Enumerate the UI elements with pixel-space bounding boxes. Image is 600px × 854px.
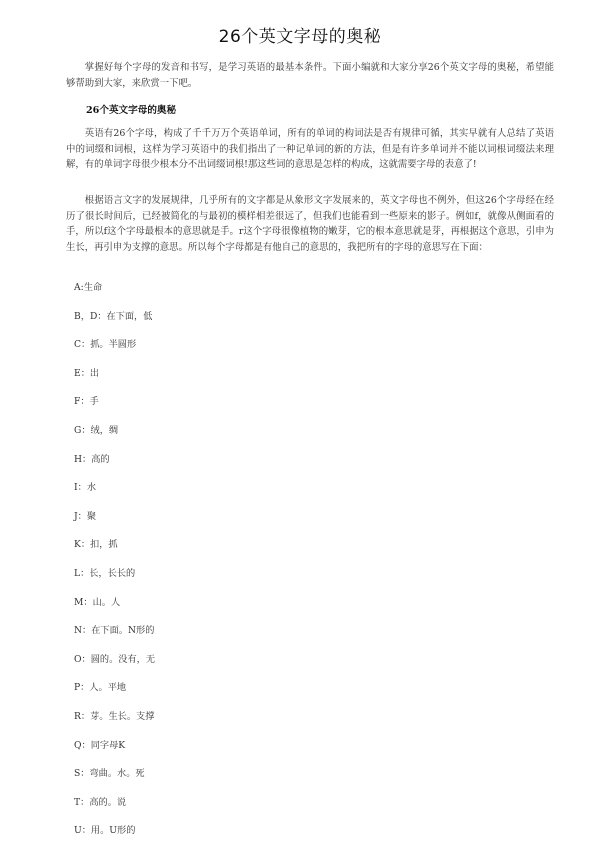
list-item: M：山。人 [74,596,121,608]
body-paragraph-2: 根据语言文字的发展规律，几乎所有的文字都是从象形文字发展来的，英文字母也不例外，但这26个字母经在经历了很长时间后，已经被简化的与最初的模样相差很远了，但我们也能看到一些原来的影子。例如f，就像从侧面看的手，所以f这个字母最根本的意思就是手。r这个字母很像植物的嫩芽，它的根本意思就是芽，再根据这个意思，引申为生长，再引申为支撑的意思。所以每个字母都是有他自己的意思的，我把所有的字母的意思写在下面： [66,195,554,253]
list-item: C：抓。半圆形 [74,339,137,351]
list-item: E：出 [74,367,100,379]
list-item: Q：同字母K [74,739,126,751]
list-item: O：圆的。没有，无 [74,653,156,665]
list-item: R：芽。生长。支撑 [74,710,155,722]
body-paragraph-1: 英语有26个字母，构成了千千万万个英语单词，所有的单词的构词法是否有规律可循，其实早就有人总结了英语中的词缀和词根，这样为学习英语中的我们指出了一种记单词的新的方法，但是有许多单词并不能以词根词缀法来理解，有的单词字母很少根本分不出词缀词根!那这些词的意思是怎样的构成，这就需要字母的表意了! [66,128,554,170]
list-item: K：扣，抓 [74,539,118,551]
list-item: I：水 [74,482,97,494]
list-item: T：高的。说 [74,796,127,808]
list-item: P：人。平地 [74,682,127,694]
list-item: F：手 [74,396,99,408]
intro-paragraph: 掌握好每个字母的发音和书写，是学习英语的最基本条件。下面小编就和大家分享26个英文字母的奥秘，希望能够帮助到大家，来欣赏一下吧。 [66,62,554,89]
letter-meaning-list [74,282,155,854]
list-item: G：绒，绸 [74,424,119,436]
list-item: B，D：在下面，低 [74,310,153,322]
page-title: 26个英文字母的奥秘 [218,27,382,47]
list-item: H：高的 [74,453,110,465]
list-item: N：在下面。N形的 [74,625,155,637]
list-item: S：弯曲。水。死 [74,768,145,780]
section-heading: 26个英文字母的奥秘 [86,105,177,116]
list-item: U：用。U形的 [74,825,136,837]
list-item: A:生命 [74,282,103,293]
list-item: L：长，长长的 [74,567,136,579]
list-item: J：聚 [74,510,97,522]
